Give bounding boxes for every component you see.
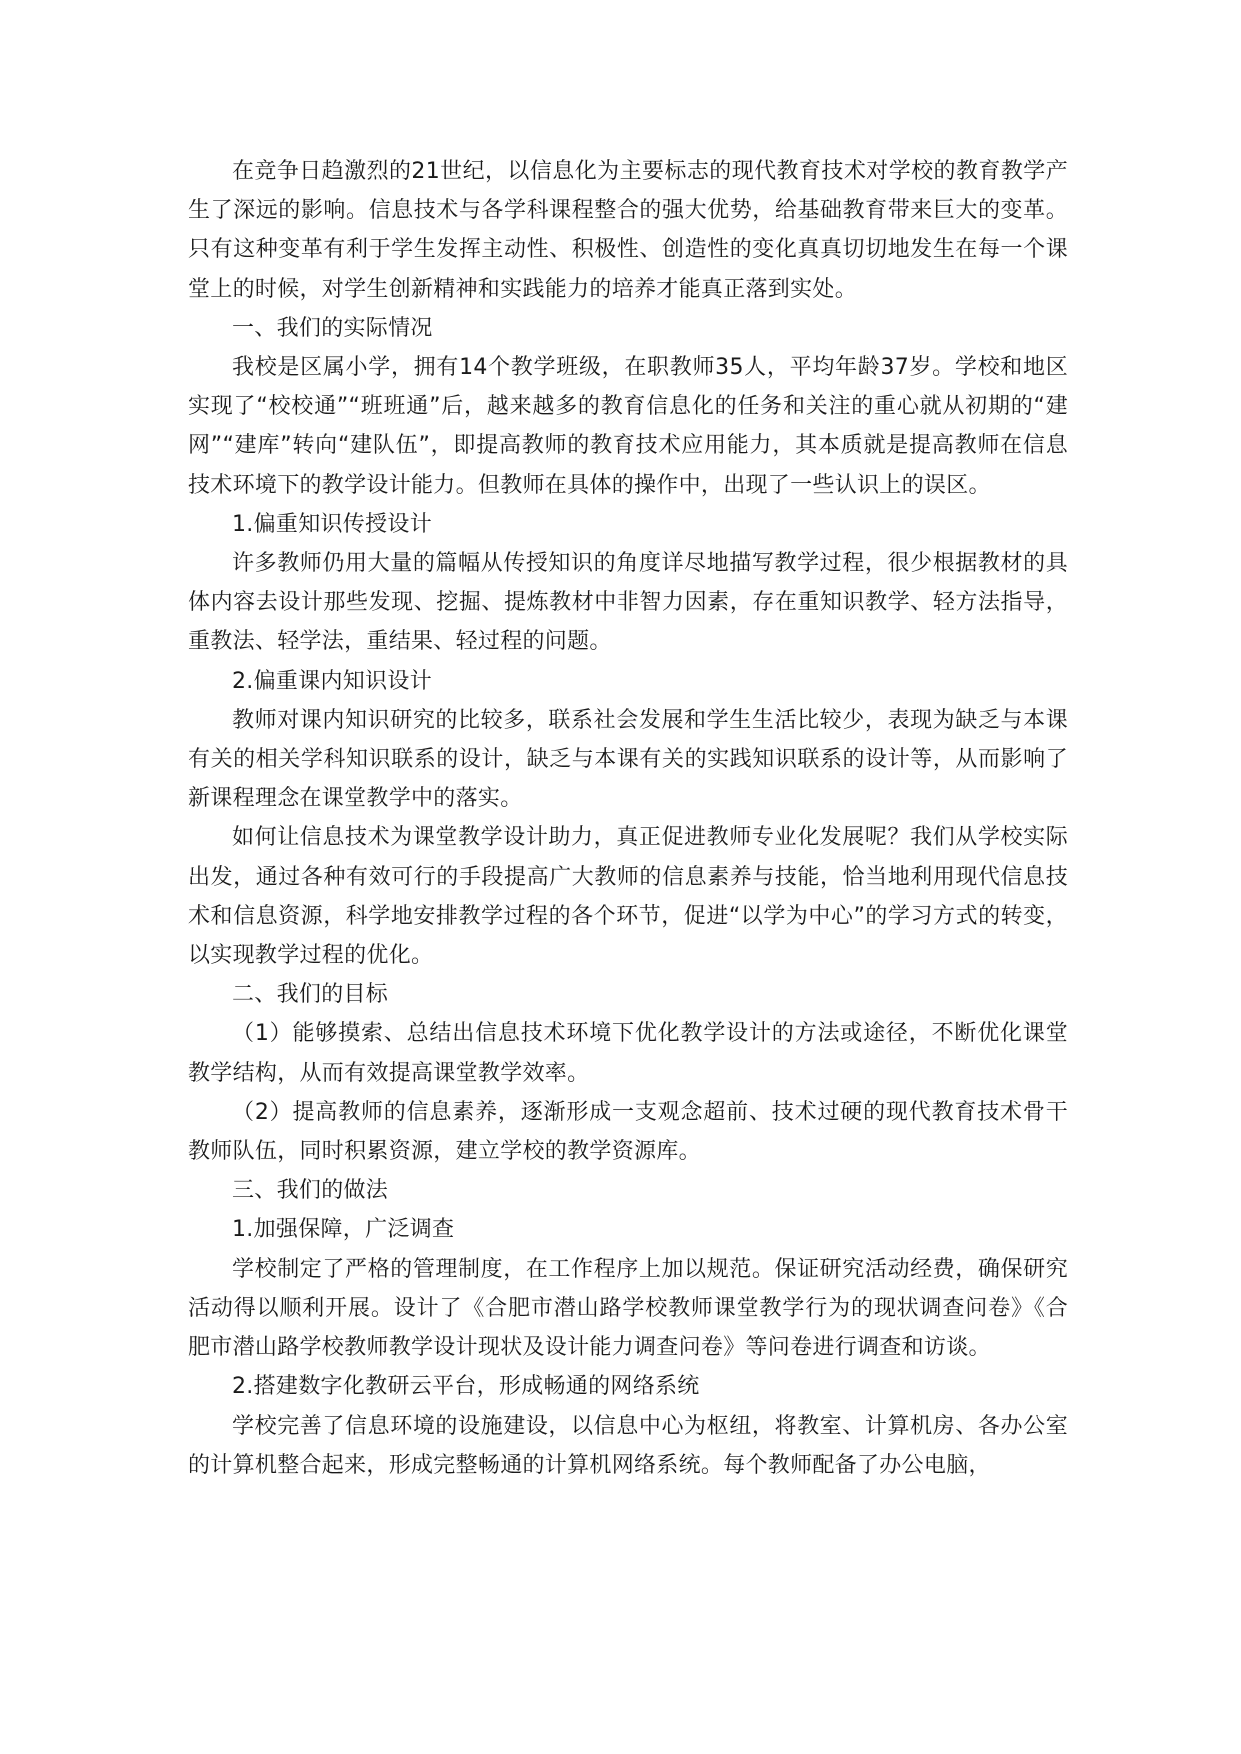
document-body [188,152,1068,1485]
section-heading-goals: 二、我们的目标 [232,982,389,1008]
subheading-cloud-platform: 2.搭建数字化教研云平台，形成畅通的网络系统 [232,1374,700,1400]
goal-item-1: （1）能够摸索、总结出信息技术环境下优化教学设计的方法或途径，不断优化课堂教学结构，从而有效提高课堂教学效率。 [188,1021,1068,1086]
situation-paragraph: 我校是区属小学，拥有14个教学班级，在职教师35人，平均年龄37岁。学校和地区实现了“校校通”“班班通”后，越来越多的教育信息化的任务和关注的重心就从初期的“建网”“建库”转向“建队伍”，即提高教师的教育技术应用能力，其本质就是提高教师在信息技术环境下的教学设计能力。但教师在具体的操作中，出现了一些认识上的误区。 [188,355,1068,498]
knowledge-transfer-paragraph: 许多教师仍用大量的篇幅从传授知识的角度详尽地描写教学过程，很少根据教材的具体内容去设计那些发现、挖掘、提炼教材中非智力因素，存在重知识教学、轻方法指导，重教法、轻学法，重结果、轻过程的问题。 [188,551,1068,655]
subheading-guarantee-survey: 1.加强保障，广泛调查 [232,1217,455,1243]
subheading-knowledge-transfer: 1.偏重知识传授设计 [232,511,432,537]
section-heading-methods: 三、我们的做法 [232,1178,389,1204]
guarantee-survey-paragraph: 学校制定了严格的管理制度，在工作程序上加以规范。保证研究活动经费，确保研究活动得以顺利开展。设计了《合肥市潜山路学校教师课堂教学行为的现状调查问卷》《合肥市潜山路学校教师教学设计现状及设计能力调查问卷》等问卷进行调查和访谈。 [188,1256,1068,1361]
subheading-in-class-knowledge: 2.偏重课内知识设计 [232,668,432,694]
goal-item-2: （2）提高教师的信息素养，逐渐形成一支观念超前、技术过硬的现代教育技术骨干教师队伍，同时积累资源，建立学校的教学资源库。 [188,1099,1068,1165]
in-class-knowledge-paragraph: 教师对课内知识研究的比较多，联系社会发展和学生生活比较少，表现为缺乏与本课有关的相关学科知识联系的设计，缺乏与本课有关的实践知识联系的设计等，从而影响了新课程理念在课堂教学中的落实。 [188,707,1068,812]
question-paragraph: 如何让信息技术为课堂教学设计助力，真正促进教师专业化发展呢？我们从学校实际出发，通过各种有效可行的手段提高广大教师的信息素养与技能，恰当地利用现代信息技术和信息资源，科学地安排教学过程的各个环节，促进“以学为中心”的学习方式的转变，以实现教学过程的优化。 [188,825,1068,969]
intro-paragraph: 在竞争日趋激烈的21世纪，以信息化为主要标志的现代教育技术对学校的教育教学产生了深远的影响。信息技术与各学科课程整合的强大优势，给基础教育带来巨大的变革。只有这种变革有利于学生发挥主动性、积极性、创造性的变化真真切切地发生在每一个课堂上的时候，对学生创新精神和实践能力的培养才能真正落到实处。 [188,159,1068,302]
section-heading-situation: 一、我们的实际情况 [232,315,433,341]
cloud-platform-paragraph: 学校完善了信息环境的设施建设，以信息中心为枢纽，将教室、计算机房、各办公室的计算机整合起来，形成完整畅通的计算机网络系统。每个教师配备了办公电脑， [188,1413,1068,1478]
